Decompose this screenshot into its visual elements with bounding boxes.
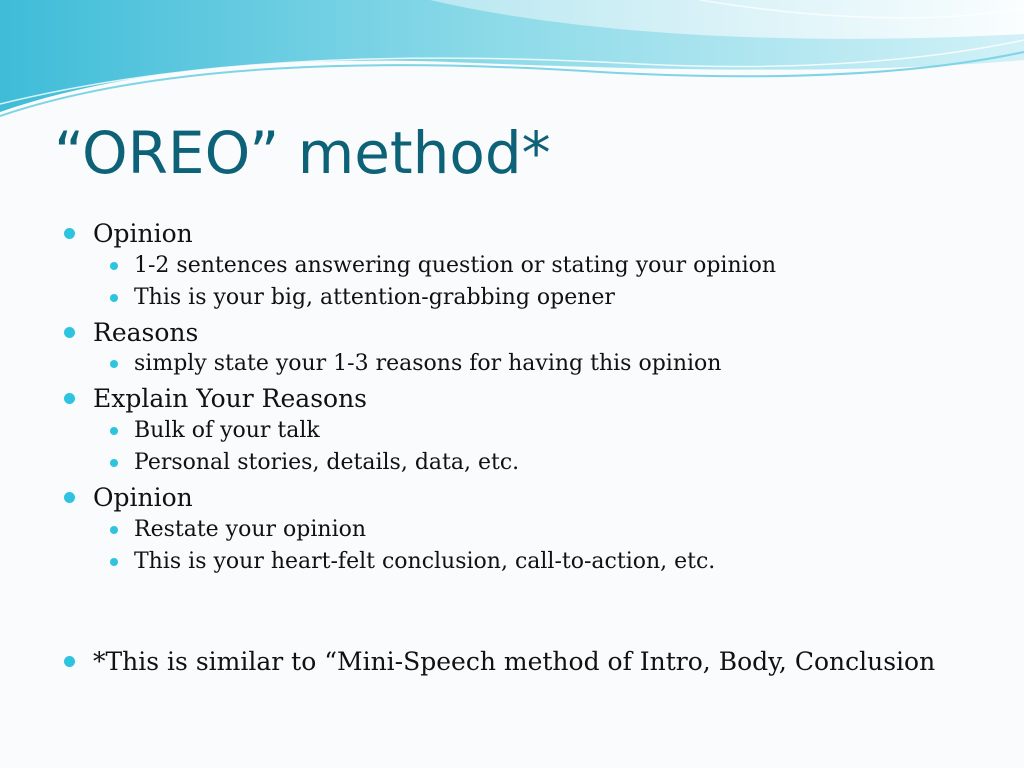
bullet-dot-icon (110, 459, 118, 467)
bullet-text: Explain Your Reasons (93, 384, 368, 413)
bullet-text: simply state your 1-3 reasons for having this opinion (134, 351, 722, 376)
bullet-text: 1-2 sentences answering question or stating your opinion (134, 253, 777, 278)
bullet-dot-icon (110, 526, 118, 534)
header-wave-decoration (0, 0, 1024, 130)
bullet-text: Personal stories, details, data, etc. (134, 450, 520, 475)
footnote-bullet-item (93, 647, 935, 676)
bullet-dot-icon (110, 360, 118, 368)
bullet-dot-icon (64, 327, 75, 338)
bullet-text: This is your heart-felt conclusion, call-to-action, etc. (134, 549, 716, 574)
bullet-text: *This is similar to “Mini-Speech method of Intro, Body, Conclusion (93, 647, 936, 676)
sub-bullet-item (134, 549, 715, 574)
sub-bullet-item (134, 285, 615, 310)
sub-bullet-item (134, 418, 320, 443)
sub-bullet-item (134, 351, 721, 376)
sub-bullet-item (134, 450, 519, 475)
bullet-dot-icon (64, 656, 75, 667)
bullet-dot-icon (110, 558, 118, 566)
sub-bullet-item (134, 253, 776, 278)
bullet-text: Reasons (93, 318, 199, 347)
bullet-dot-icon (64, 492, 75, 503)
bullet-dot-icon (64, 393, 75, 404)
bullet-text: Opinion (93, 483, 193, 512)
bullet-dot-icon (110, 294, 118, 302)
bullet-dot-icon (110, 427, 118, 435)
sub-bullet-item (134, 517, 366, 542)
bullet-text: Opinion (93, 219, 193, 248)
bullet-text: Bulk of your talk (134, 418, 320, 443)
bullet-item (93, 384, 367, 413)
bullet-item (93, 219, 193, 248)
bullet-dot-icon (110, 262, 118, 270)
bullet-text: This is your big, attention-grabbing opener (134, 285, 615, 310)
slide-title: “OREO” method* (54, 119, 551, 187)
bullet-dot-icon (64, 228, 75, 239)
bullet-text: Restate your opinion (134, 517, 367, 542)
bullet-item (93, 483, 193, 512)
bullet-item (93, 318, 198, 347)
